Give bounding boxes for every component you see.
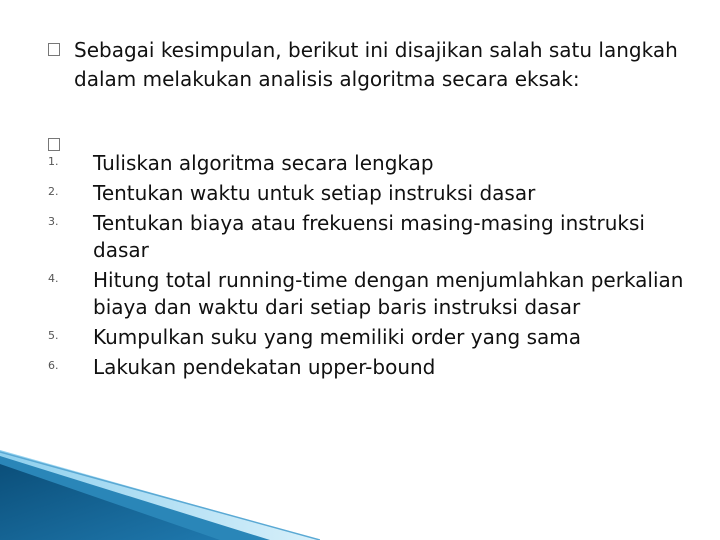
list-item — [48, 150, 698, 177]
list-item-number: 4. — [48, 272, 59, 285]
list-item-text: Tentukan waktu untuk setiap instruksi dasar — [93, 181, 536, 205]
list-item-number: 3. — [48, 215, 59, 228]
list-item — [48, 324, 698, 351]
list-item — [48, 210, 698, 264]
corner-decoration — [0, 450, 320, 540]
list-item-number: 6. — [48, 359, 59, 372]
list-item-text: Kumpulkan suku yang memiliki order yang sama — [93, 325, 581, 349]
list-item-number: 5. — [48, 329, 59, 342]
list-item — [48, 354, 698, 381]
list-item-text: Lakukan pendekatan upper-bound — [93, 355, 436, 379]
list-item-text: Hitung total running-time dengan menjumlahkan perkalian biaya dan waktu dari setiap baris instruksi dasar — [93, 268, 684, 319]
intro-bullet — [48, 36, 714, 94]
list-item — [48, 180, 698, 207]
intro-text: Sebagai kesimpulan, berikut ini disajikan salah satu langkah dalam melakukan analisis algoritma secara eksak: — [74, 38, 678, 91]
checkbox-bullet-icon — [48, 43, 60, 56]
list-item-number: 2. — [48, 185, 59, 198]
list-item-text: Tuliskan algoritma secara lengkap — [93, 151, 434, 175]
list-item-number: 1. — [48, 155, 59, 168]
list-item — [48, 267, 698, 321]
steps-list — [48, 150, 698, 384]
list-item-text: Tentukan biaya atau frekuensi masing-masing instruksi dasar — [93, 211, 645, 262]
